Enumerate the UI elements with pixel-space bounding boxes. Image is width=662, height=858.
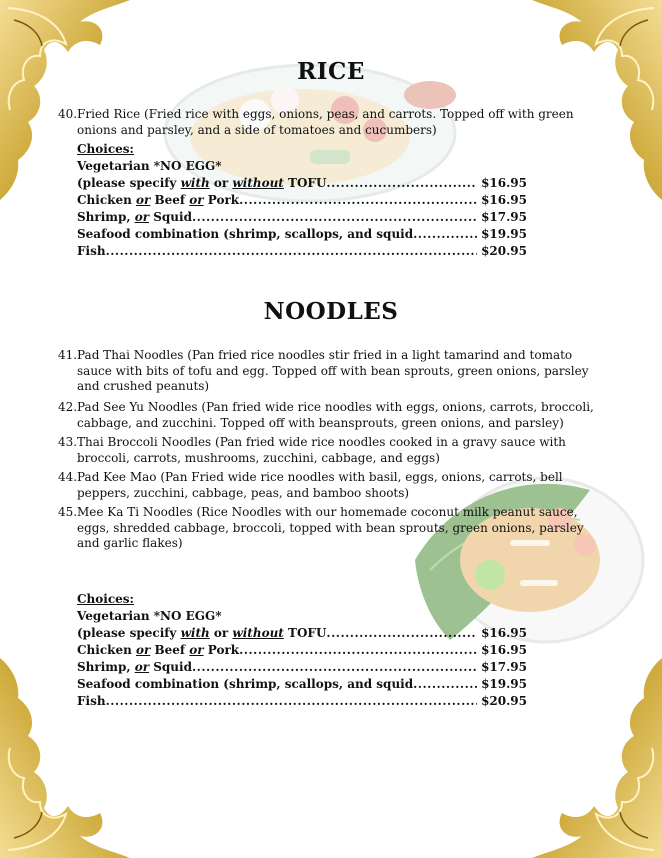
price: $16.95 xyxy=(481,176,527,190)
price-row: Fish ..... $20.95 xyxy=(77,243,527,260)
menu-item-40 xyxy=(58,107,598,138)
menu-item-44: 44. Pad Kee Mao (Pan Fried wide rice noodles with basil, eggs, onions, carrots, bell peppers, zucchini, cabbage, peas, and bamboo shoots) xyxy=(58,470,563,500)
menu-item-43: 43. Thai Broccoli Noodles (Pan fried wide rice noodles cooked in a gravy sauce with broccoli, carrots, mushrooms, zucchini, cabbage, and eggs) xyxy=(58,435,566,465)
choices-title: Choices: xyxy=(77,142,134,156)
price-row: Fish ..... $20.95 xyxy=(77,693,527,710)
price-row: (please specify with or without TOFU ..... $16.95 xyxy=(77,175,527,192)
price: $17.95 xyxy=(481,210,527,224)
corner-ornament-bottom-right xyxy=(532,658,662,858)
ornament-icon xyxy=(532,0,662,200)
noodles-choices xyxy=(77,591,527,710)
item-number: 40. xyxy=(58,107,78,121)
vegetarian-line: Vegetarian *NO EGG* xyxy=(77,159,222,173)
price-row: Seafood combination (shrimp, scallops, and squid ..... $19.95 xyxy=(77,676,527,693)
price: $19.95 xyxy=(481,227,527,241)
price: $16.95 xyxy=(481,643,527,657)
menu-item-45: 45. Mee Ka Ti Noodles (Rice Noodles with our homemade coconut milk peanut sauce, eggs, shredded cabbage, broccoli, topped with bean sprouts, green onions, parsley and garlic flakes) xyxy=(58,505,584,550)
price-row: Chicken or Beef or Pork ..... $16.95 xyxy=(77,192,527,209)
price-row: Shrimp, or Squid ..... $17.95 xyxy=(77,209,527,226)
price: $19.95 xyxy=(481,677,527,691)
corner-ornament-top-right xyxy=(532,0,662,200)
price: $17.95 xyxy=(481,660,527,674)
noodles-heading: NOODLES xyxy=(263,298,399,325)
choices-title: Choices: xyxy=(77,592,134,606)
price-row: Chicken or Beef or Pork ..... $16.95 xyxy=(77,642,527,659)
ornament-icon xyxy=(532,658,662,858)
price: $16.95 xyxy=(481,626,527,640)
price-row: Shrimp, or Squid ..... $17.95 xyxy=(77,659,527,676)
vegetarian-line: Vegetarian *NO EGG* xyxy=(77,609,222,623)
price: $20.95 xyxy=(481,694,527,708)
price: $20.95 xyxy=(481,244,527,258)
price-row: (please specify with or without TOFU ..... $16.95 xyxy=(77,625,527,642)
price-row: Seafood combination (shrimp, scallops, and squid ..... $19.95 xyxy=(77,226,527,243)
rice-choices xyxy=(77,141,527,260)
price: $16.95 xyxy=(481,193,527,207)
item-description: Fried Rice (Fried rice with eggs, onions, peas, and carrots. Topped off with green onions and parsley, and a side of tomatoes and cucumbers) xyxy=(77,107,574,137)
rice-heading: RICE xyxy=(297,58,365,85)
menu-item-42: 42. Pad See Yu Noodles (Pan fried wide rice noodles with eggs, onions, carrots, broccoli, cabbage, and zucchini. Topped off with beansprouts, green onions, and parsley) xyxy=(58,400,594,430)
menu-item-41: 41. Pad Thai Noodles (Pan fried rice noodles stir fried in a light tamarind and tomato sauce with bits of tofu and egg. Topped off with bean sprouts, green onions, parsley and crushed peanuts) xyxy=(58,348,589,393)
